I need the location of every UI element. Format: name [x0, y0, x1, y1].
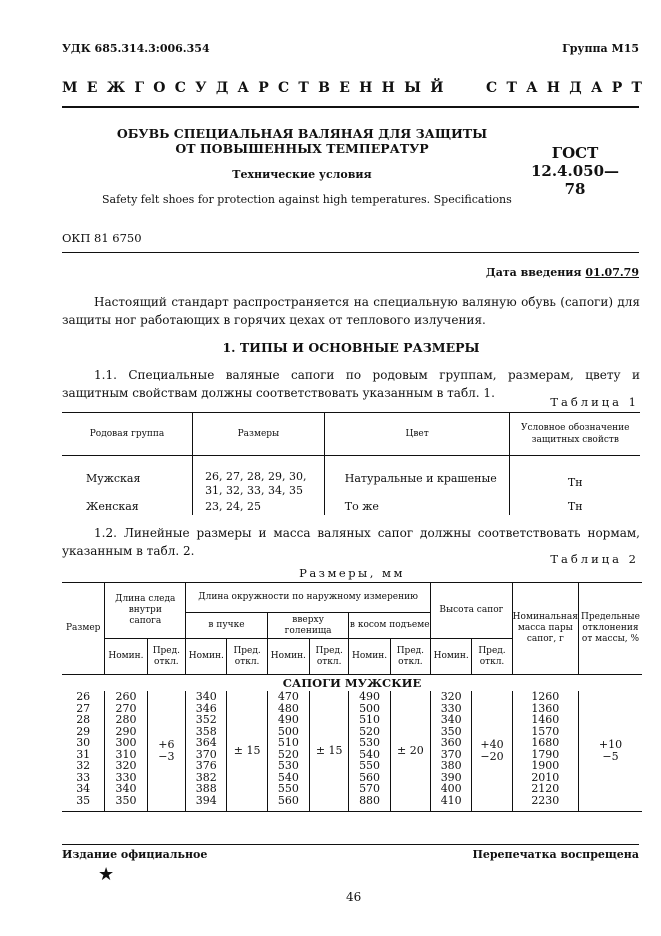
t1-sizes-line-2: 31, 32, 33, 34, 35 — [205, 483, 304, 497]
t2-col-oblique — [349, 691, 390, 811]
t2-col-insole-dev — [147, 691, 186, 811]
table-cell-value: 560 — [359, 770, 381, 784]
table-cell-value: 1680 — [531, 736, 560, 749]
title-line-2: ОТ ПОВЫШЕННЫХ ТЕМПЕРАТУР — [175, 141, 429, 156]
banner-letter: А — [591, 80, 603, 96]
table-cell-value: 390 — [440, 770, 462, 784]
table-cell-value: 358 — [195, 724, 217, 738]
t2-subheading: САПОГИ МУЖСКИЕ — [282, 676, 422, 691]
table-2-units: Размеры, мм — [299, 566, 405, 580]
table-cell-value: 500 — [277, 724, 299, 738]
table-cell-value: 30 — [76, 736, 91, 749]
document-subtitle: Технические условия — [232, 168, 372, 181]
standard-banner — [62, 80, 642, 96]
table-cell-value: 550 — [359, 759, 381, 772]
gost-designation — [530, 144, 620, 198]
table-cell-value: 270 — [115, 701, 137, 715]
table-cell-value: −5 — [602, 749, 619, 763]
banner-letter: М — [62, 80, 78, 96]
t1-sizes-line-1: 26, 27, 28, 29, 30, — [205, 469, 307, 483]
table-cell-value: 520 — [277, 747, 299, 761]
table-cell-value: 1360 — [531, 701, 560, 715]
okp-rule — [62, 252, 639, 253]
table-cell-value: 33 — [76, 770, 91, 784]
table-cell-value: 880 — [359, 793, 381, 807]
intro-date-label: Дата введения — [485, 266, 582, 279]
table-cell-value: 388 — [195, 782, 217, 795]
table-cell-value: 510 — [277, 736, 299, 749]
table-cell-value: 35 — [76, 793, 91, 807]
banner-letter: С — [278, 80, 290, 96]
table-cell-value: 382 — [195, 770, 217, 784]
star-icon: ★ — [98, 864, 115, 885]
t2-header-oblique: в косом подъеме — [349, 613, 431, 639]
t2-header-nom: Номин. — [186, 639, 227, 675]
banner-letter: Д — [215, 80, 229, 96]
table-cell-value: 350 — [115, 793, 137, 807]
t1-header-sizes: Размеры — [193, 413, 325, 456]
table-cell-value: −3 — [158, 749, 175, 763]
table-cell-value: 34 — [76, 782, 91, 795]
banner-letter: С — [486, 80, 498, 96]
t1-code: Тн — [510, 499, 640, 515]
table-cell-value: 380 — [440, 759, 462, 772]
footer-rule — [62, 844, 639, 845]
intro-date — [486, 266, 639, 279]
banner-letter: У — [195, 80, 207, 96]
table-cell-value: 300 — [115, 736, 137, 749]
t2-col-insole — [105, 691, 147, 811]
table-cell-value: 346 — [195, 701, 217, 715]
banner-letter: Й — [430, 80, 444, 96]
page-number: 46 — [346, 890, 362, 904]
t2-col-top — [267, 691, 309, 811]
banner-letter: А — [526, 80, 538, 96]
table-row — [62, 466, 640, 499]
table-cell-value: 540 — [277, 770, 299, 784]
t1-header-group: Родовая группа — [62, 413, 193, 456]
t2-col-mass — [512, 691, 578, 811]
table-cell-value: −20 — [480, 749, 504, 763]
t2-header-instep: в пучке — [186, 613, 268, 639]
table-cell-value: 370 — [440, 747, 462, 761]
t1-sizes — [193, 466, 325, 499]
banner-letter: Р — [611, 80, 623, 96]
gost-label: ГОСТ — [551, 144, 599, 162]
english-title: Safety felt shoes for protection against high temperatures. Specifications — [102, 193, 512, 206]
t2-header-insole: Длина следа внутри сапога — [105, 583, 186, 639]
t2-col-oblique-dev: ± 20 — [390, 691, 430, 811]
table-cell-value: 280 — [115, 713, 137, 726]
table-cell-value: 1570 — [531, 724, 560, 738]
table-cell-value: 320 — [115, 759, 137, 772]
t2-col-mass-dev — [578, 691, 642, 811]
table-cell-value: 28 — [76, 713, 91, 726]
table-cell-value: +40 — [480, 738, 504, 752]
okp-code: ОКП 81 6750 — [62, 231, 142, 245]
table-cell-value: 2120 — [531, 782, 560, 795]
table-cell-value: 29 — [76, 724, 91, 738]
paragraph-1-2: 1.2. Линейные размеры и масса валяных сапог должны соответствовать нормам, указанным в табл. 2. — [62, 526, 640, 558]
t1-group: Мужская — [86, 471, 141, 485]
t1-sizes: 23, 24, 25 — [193, 499, 325, 515]
t1-group: Женская — [86, 499, 139, 513]
table-cell-value: 352 — [195, 713, 217, 726]
banner-letter: Е — [86, 80, 98, 96]
table-cell-value: 540 — [359, 747, 381, 761]
t2-header-nom: Номин. — [431, 639, 472, 675]
t2-col-height-dev — [472, 691, 512, 811]
table-cell-value: 340 — [115, 782, 137, 795]
table-cell-value: 1260 — [531, 690, 560, 703]
t2-header-dev: Пред. откл. — [147, 639, 186, 675]
table-cell-value: 2010 — [531, 770, 560, 784]
table-2-caption: Таблица 2 — [550, 552, 639, 566]
table-cell-value: 490 — [359, 690, 381, 703]
banner-letter: Д — [569, 80, 582, 96]
t2-col-height — [431, 691, 472, 811]
table-cell-value: 500 — [359, 701, 381, 715]
intro-date-value: 01.07.79 — [585, 266, 639, 279]
t2-header-nom: Номин. — [105, 639, 147, 675]
table-cell-value: 2230 — [531, 793, 560, 807]
table-cell-value: 470 — [277, 690, 299, 703]
table-cell-value: 530 — [359, 736, 381, 749]
t2-header-nom: Номин. — [267, 639, 309, 675]
table-cell-value: +6 — [158, 738, 175, 752]
t2-col-instep-dev: ± 15 — [227, 691, 267, 811]
table-cell-value: 320 — [440, 690, 462, 703]
table-cell-value: 260 — [115, 690, 137, 703]
table-1-caption: Таблица 1 — [550, 395, 639, 409]
table-cell-value: 560 — [277, 793, 299, 807]
table-cell-value: 480 — [277, 701, 299, 715]
table-cell-value: 376 — [195, 759, 217, 772]
t2-header-height: Высота сапог — [431, 583, 513, 639]
table-cell-value: 530 — [277, 759, 299, 772]
banner-letter: О — [153, 80, 166, 96]
banner-letter: Н — [546, 80, 561, 96]
table-cell-value: 570 — [359, 782, 381, 795]
table-cell-value: 550 — [277, 782, 299, 795]
intro-paragraph: Настоящий стандарт распространяется на специальную валяную обувь (сапоги) для защиты ног работающих в горячих цехах от теплового излучения. — [62, 295, 640, 327]
table-cell-value: 330 — [440, 701, 462, 715]
banner-rule — [62, 106, 639, 108]
t2-header-top: вверху голенища — [267, 613, 349, 639]
banner-letter: Т — [631, 80, 642, 96]
table-cell-value: 360 — [440, 736, 462, 749]
table-cell-value: 400 — [440, 782, 462, 795]
banner-letter: Г — [134, 80, 145, 96]
t2-header-maxdev: Предельные отклонения от массы, % — [578, 583, 642, 675]
group-code: Группа М15 — [562, 42, 639, 55]
banner-letter: Ж — [106, 80, 126, 96]
t1-header-code: Условное обозначение защитных свойств — [510, 413, 640, 456]
t2-header-dev: Пред. откл. — [309, 639, 348, 675]
table-cell-value: 31 — [76, 747, 91, 761]
banner-gap — [453, 80, 477, 96]
udk-code: УДК 685.314.3:006.354 — [62, 42, 210, 55]
table-cell-value: 1790 — [531, 747, 560, 761]
banner-letter: Ы — [404, 80, 421, 96]
t1-color: Натуральные и крашеные — [324, 466, 510, 499]
gost-number: 12.4.050—78 — [530, 162, 620, 198]
banner-letter: Т — [298, 80, 309, 96]
t2-header-mass: Номинальная масса пары сапог, г — [512, 583, 578, 675]
table-cell-value: 510 — [359, 713, 381, 726]
table-cell-value: +10 — [598, 738, 623, 752]
t2-header-dev: Пред. откл. — [227, 639, 267, 675]
t2-col-instep — [186, 691, 227, 811]
banner-letter: Т — [506, 80, 517, 96]
t2-header-nom: Номин. — [349, 639, 390, 675]
t2-header-girth: Длина окружности по наружному измерению — [186, 583, 431, 613]
table-cell-value: 26 — [76, 690, 91, 703]
table-cell-value: 330 — [115, 770, 137, 784]
table-cell-value: 290 — [115, 724, 137, 738]
t1-color: То же — [324, 499, 510, 515]
table-cell-value: 1460 — [531, 713, 560, 726]
official-edition: Издание официальное — [62, 848, 208, 861]
table-cell-value: 32 — [76, 759, 91, 772]
table-cell-value: 1900 — [531, 759, 560, 772]
banner-letter: В — [318, 80, 330, 96]
table-cell-value: 370 — [195, 747, 217, 761]
t2-header-size: Размер — [62, 583, 105, 675]
table-cell-value: 490 — [277, 713, 299, 726]
t1-code: Тн — [510, 466, 640, 499]
document-title — [62, 126, 542, 156]
table-cell-value: 350 — [440, 724, 462, 738]
section-1-title: 1. ТИПЫ И ОСНОВНЫЕ РАЗМЕРЫ — [222, 340, 480, 355]
banner-letter: Н — [359, 80, 373, 96]
banner-letter: Р — [258, 80, 269, 96]
title-line-1: ОБУВЬ СПЕЦИАЛЬНАЯ ВАЛЯНАЯ ДЛЯ ЗАЩИТЫ — [116, 126, 488, 141]
banner-letter: С — [174, 80, 186, 96]
table-cell-value: 410 — [440, 793, 462, 807]
t2-header-dev: Пред. откл. — [390, 639, 430, 675]
table-1 — [62, 412, 640, 515]
table-cell-value: 520 — [359, 724, 381, 738]
table-cell-value: 394 — [195, 793, 217, 807]
table-row — [62, 499, 640, 515]
table-cell-value: 310 — [115, 747, 137, 761]
table-cell-value: 340 — [195, 690, 217, 703]
t2-col-size — [62, 691, 105, 811]
reprint-notice: Перепечатка воспрещена — [472, 848, 639, 861]
banner-letter: А — [237, 80, 249, 96]
t1-header-color: Цвет — [324, 413, 510, 456]
t2-header-dev: Пред. откл. — [472, 639, 512, 675]
table-cell-value: 340 — [440, 713, 462, 726]
t2-col-top-dev: ± 15 — [309, 691, 348, 811]
paragraph-1-1: 1.1. Специальные валяные сапоги по родовым группам, размерам, цвету и защитным свойствам должны соответствовать указанным в табл. 1. — [62, 368, 640, 400]
table-cell-value: 27 — [76, 701, 91, 715]
table-cell-value: 364 — [195, 736, 217, 749]
banner-letter: Е — [339, 80, 350, 96]
banner-letter: Н — [381, 80, 395, 96]
table-2 — [62, 582, 642, 812]
